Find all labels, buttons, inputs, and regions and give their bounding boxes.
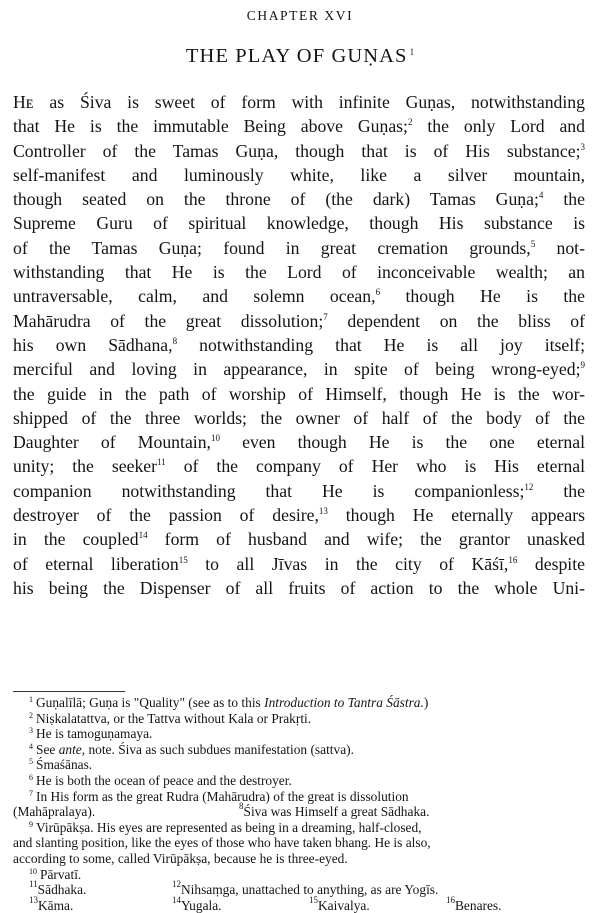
footnote-4: $^4$ See ante, note. Śiva as such subdues manifestation (sattva). <box>29 741 354 757</box>
footnote-ref: 9 <box>580 360 585 371</box>
body-line: the guide in the path of worship of Himself, though He is the wor- <box>13 383 585 404</box>
footnote-13-16-row <box>13 894 585 913</box>
footnote-ref: 12 <box>524 481 534 492</box>
footnote-6: $^6$ He is both the ocean of peace and the destroyer. <box>29 772 292 788</box>
footnote-10: $^{10}$ Pārvatī. <box>29 866 82 882</box>
footnote-ref: 14 <box>138 530 148 541</box>
body-line: Supreme Guru of spiritual knowledge, though His substance is <box>13 213 585 234</box>
footnote-ref: 10 <box>210 433 220 444</box>
footnote-9: $^9$ Virūpākṣa. His eyes are represented as being in a dreaming, half-closed, <box>29 819 422 835</box>
footnote-ref: 16 <box>508 554 518 565</box>
body-line: self-manifest and luminously white, like a silver mountain, <box>13 164 585 185</box>
footnote-11: $^{11}$Sādhaka. <box>29 879 87 898</box>
body-line: Mahārudra of the great dissolution;$^7$ dependent on the bliss of <box>13 310 586 331</box>
body-line: Daughter of Mountain,$^{10}$ even though He is the one eternal <box>13 432 585 453</box>
body-line: that He is the immutable Being above Guṇas;$^2$ the only Lord and <box>13 116 585 137</box>
footnote-7: $^7$ In His form as the great Rudra (Mahārudra) of the great is dissolution <box>29 788 409 804</box>
footnote-12: $^{12}$Nihsaṃga, unattached to anything, as are Yogīs. <box>172 879 439 898</box>
body-line: unity; the seeker$^{11}$ of the company of Her who is His eternal <box>13 456 585 477</box>
footnote-7-8-row <box>13 801 585 820</box>
footnote-13: $^{13}$Kāma. <box>29 894 74 913</box>
footnote-ref: 2 <box>407 117 413 128</box>
body-paragraph <box>13 90 585 600</box>
footnote-ref: 15 <box>178 554 188 565</box>
body-line: merciful and loving in appearance, in spite of being wrong-eyed;$^9$ <box>13 359 585 380</box>
body-line: his own Sādhana,$^8$ notwithstanding that He is all joy itself; <box>13 334 585 355</box>
footnote-2: $^2$ Niṣkalatattva, or the Tattva without Kala or Prakṛti. <box>29 710 312 726</box>
footnote-9-cont-2: according to some, called Virūpākṣa, because he is three-eyed. <box>13 850 348 866</box>
footnote-16: $^{16}$Benares. <box>446 894 502 913</box>
body-line: companion notwithstanding that He is companionless;$^{12}$ the <box>13 480 586 501</box>
footnote-11-12-row <box>13 879 585 898</box>
body-line: Controller of the Tamas Guṇa, though that is of His substance;$^3$ <box>13 140 585 161</box>
footnote-8: $^8$Śiva was Himself a great Sādhaka. <box>239 801 430 820</box>
footnote-15: $^{15}$Kaivalya. <box>309 894 370 913</box>
footnote-divider <box>13 691 125 692</box>
title-footnote-ref: 1 <box>409 47 415 57</box>
body-line: shipped of the three worlds; the owner of half of the body of the <box>13 407 585 428</box>
footnote-ref: 3 <box>580 141 585 152</box>
footnote-ref: 8 <box>172 335 178 346</box>
body-line: of the Tamas Guṇa; found in great cremation grounds,$^5$ not- <box>13 237 585 258</box>
footnote-ref: 7 <box>323 311 328 322</box>
footnote-7-cont: (Mahāpralaya). <box>13 804 96 820</box>
footnote-9-cont-1: and slanting position, like the eyes of those who have taken bhang. He is also, <box>13 835 431 851</box>
footnote-14: $^{14}$Yugala. <box>172 894 222 913</box>
page-title <box>0 45 600 68</box>
footnotes <box>13 695 585 913</box>
footnote-ref: 6 <box>375 287 381 298</box>
body-line: untraversable, calm, and solemn ocean,$^6$ though He is the <box>13 286 585 307</box>
body-line: in the coupled$^{14}$ form of husband and wife; the grantor unasked <box>13 529 586 550</box>
body-line: destroyer of the passion of desire,$^{13}$ though He eternally appears <box>13 505 585 526</box>
footnote-ref: 13 <box>318 506 328 517</box>
body-line: of eternal liberation$^{15}$ to all Jīvas in the city of Kāśī,$^{16}$ despite <box>13 553 585 574</box>
footnote-ref: 4 <box>538 190 544 201</box>
footnote-ref: 5 <box>530 238 536 249</box>
footnote-1: $^1$ Guṇalīlā; Guṇa is "Quality" (see as to this Introduction to Tantra Śāstra.) <box>29 695 429 710</box>
body-line: withstanding that He is the Lord of inconceivable wealth; an <box>13 262 585 283</box>
body-line: his being the Dispenser of all fruits of action to the whole Uni- <box>13 577 585 598</box>
chapter-heading: CHAPTER XVI <box>246 8 354 23</box>
footnote-3: $^3$ He is tamoguṇamaya. <box>29 726 153 742</box>
footnote-ref: 11 <box>157 457 166 468</box>
body-line: Hᴇ as Śiva is sweet of form with infinite Guṇas, notwithstanding <box>13 92 585 112</box>
title-text: THE PLAY OF GUṆAS <box>185 45 408 67</box>
body-line: though seated on the throne of (the dark) Tamas Guṇa;$^4$ the <box>13 189 586 210</box>
footnote-5: $^5$ Śmaśānas. <box>29 757 93 773</box>
